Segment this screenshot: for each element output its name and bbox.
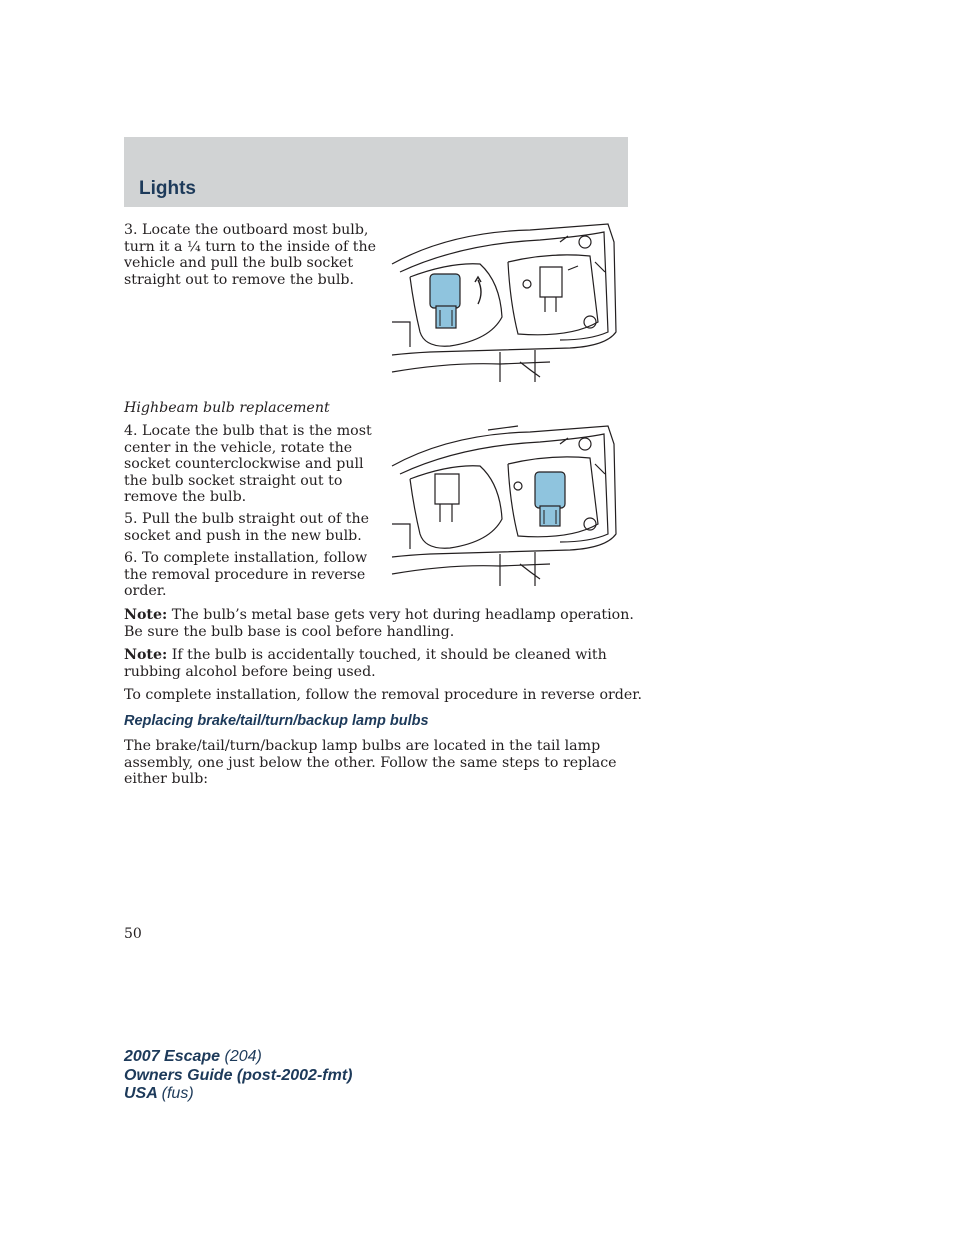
text-line: order. — [124, 583, 167, 599]
note-touched-bulb — [124, 647, 607, 680]
text-line: rubbing alcohol before being used. — [124, 663, 376, 680]
headlamp-center-bulb-illustration — [390, 424, 620, 586]
text-line: the bulb socket straight out to — [124, 472, 343, 489]
step-4-text — [124, 423, 372, 506]
note-label: Note: — [124, 647, 168, 663]
text-line: socket and push in the new bulb. — [124, 527, 362, 544]
document-footer — [124, 1048, 352, 1104]
text-line: Be sure the bulb base is cool before handling. — [124, 623, 455, 640]
text-line: 6. To complete installation, follow — [124, 550, 368, 566]
note-hot-base — [124, 607, 634, 640]
text-line: 3. Locate the outboard most bulb, — [124, 222, 369, 238]
section-title: Lights — [139, 178, 196, 199]
section-header-band — [124, 137, 628, 207]
step-5-text — [124, 511, 369, 544]
note-label: Note: — [124, 607, 168, 623]
complete-installation-text: To complete installation, follow the removal procedure in reverse order. — [124, 687, 642, 703]
footer-market-code: (fus) — [161, 1085, 194, 1102]
headlamp-outboard-bulb-illustration — [390, 222, 620, 382]
text-line: The brake/tail/turn/backup lamp bulbs are located in the tail lamp — [124, 738, 601, 754]
text-line: remove the bulb. — [124, 489, 247, 505]
brake-lamp-heading: Replacing brake/tail/turn/backup lamp bulbs — [124, 713, 429, 729]
note-text: The bulb’s metal base gets very hot during headlamp operation. — [171, 607, 634, 623]
step-6-text — [124, 550, 367, 600]
footer-market: USA — [124, 1085, 158, 1102]
footer-line — [124, 1085, 352, 1104]
text-line — [124, 607, 634, 624]
highlighted-bulb-socket — [535, 472, 565, 526]
page-number: 50 — [124, 926, 142, 942]
highbeam-caption: Highbeam bulb replacement — [124, 400, 330, 416]
text-line: center in the vehicle, rotate the — [124, 439, 353, 456]
text-line: vehicle and pull the bulb socket — [124, 255, 354, 271]
text-line: socket counterclockwise and pull — [124, 456, 364, 472]
text-line: straight out to remove the bulb. — [124, 271, 355, 288]
text-line: 5. Pull the bulb straight out of the — [124, 511, 370, 527]
text-line: turn it a ¼ turn to the inside of the — [124, 238, 377, 255]
footer-guide: Owners Guide (post-2002-fmt) — [124, 1066, 353, 1084]
text-line: the removal procedure in reverse — [124, 566, 366, 583]
footer-model: 2007 Escape — [124, 1048, 221, 1065]
highlighted-bulb-socket — [430, 274, 460, 328]
text-line — [124, 647, 607, 664]
text-line: 4. Locate the bulb that is the most — [124, 423, 372, 439]
step-3-text — [124, 222, 376, 288]
text-line: either bulb: — [124, 771, 209, 787]
footer-model-code: (204) — [224, 1048, 262, 1065]
text-line: assembly, one just below the other. Follow the same steps to replace — [124, 754, 617, 771]
brake-lamp-text — [124, 738, 617, 788]
footer-line — [124, 1048, 352, 1067]
note-text: If the bulb is accidentally touched, it should be cleaned with — [171, 647, 607, 663]
